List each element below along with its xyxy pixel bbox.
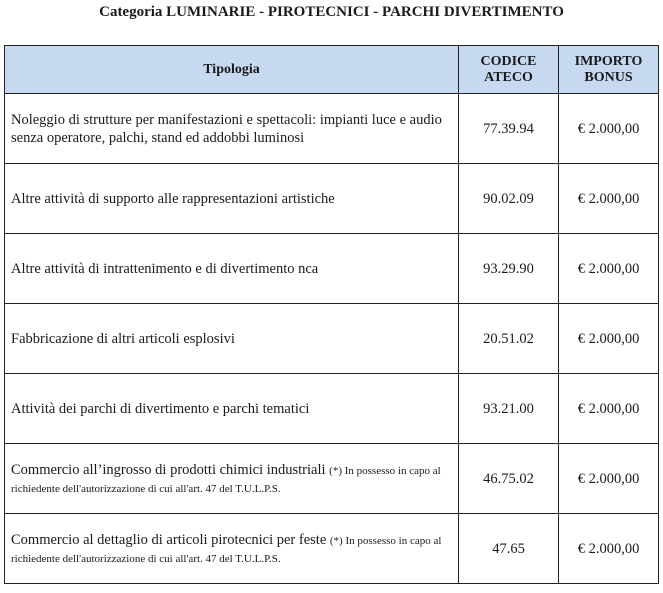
row-description bbox=[5, 444, 459, 514]
row-description bbox=[5, 164, 459, 234]
row-description-text: Commercio all’ingrosso di prodotti chimici industriali bbox=[11, 461, 326, 478]
header-importo-line1: IMPORTO bbox=[574, 53, 643, 69]
header-importo-line2: BONUS bbox=[584, 69, 633, 85]
row-bonus-amount: € 2.000,00 bbox=[559, 94, 659, 164]
row-ateco-code: 93.21.00 bbox=[459, 374, 559, 444]
table-row bbox=[5, 444, 659, 514]
table-row bbox=[5, 304, 659, 374]
row-description bbox=[5, 234, 459, 304]
row-bonus-amount: € 2.000,00 bbox=[559, 514, 659, 584]
header-importo-bonus bbox=[559, 46, 659, 94]
row-description bbox=[5, 514, 459, 584]
row-description-text: Attività dei parchi di divertimento e parchi tematici bbox=[11, 400, 310, 417]
table-header-row bbox=[5, 46, 659, 94]
row-bonus-amount: € 2.000,00 bbox=[559, 444, 659, 514]
table-row bbox=[5, 234, 659, 304]
table-row bbox=[5, 514, 659, 584]
row-bonus-amount: € 2.000,00 bbox=[559, 374, 659, 444]
table-row bbox=[5, 374, 659, 444]
table-row bbox=[5, 94, 659, 164]
row-footnote: (*) In possesso in capo al richiedente dell'autorizzazione di cui all'art. 47 del T.U.L.P.S. bbox=[11, 534, 442, 565]
row-bonus-amount: € 2.000,00 bbox=[559, 164, 659, 234]
row-description-text: Commercio al dettaglio di articoli pirotecnici per feste bbox=[11, 531, 327, 548]
row-description bbox=[5, 374, 459, 444]
row-description-text: Fabbricazione di altri articoli esplosivi bbox=[11, 330, 235, 347]
row-ateco-code: 46.75.02 bbox=[459, 444, 559, 514]
header-codice-line2: ATECO bbox=[484, 69, 533, 85]
row-description bbox=[5, 304, 459, 374]
page-title: Categoria LUMINARIE - PIROTECNICI - PARCHI DIVERTIMENTO bbox=[99, 4, 564, 20]
row-description-text: Altre attività di intrattenimento e di divertimento nca bbox=[11, 260, 319, 277]
row-ateco-code: 77.39.94 bbox=[459, 94, 559, 164]
header-tipologia: Tipologia bbox=[5, 46, 459, 94]
row-ateco-code: 47.65 bbox=[459, 514, 559, 584]
row-description-text: Altre attività di supporto alle rappresentazioni artistiche bbox=[11, 190, 335, 207]
table-row bbox=[5, 164, 659, 234]
row-ateco-code: 93.29.90 bbox=[459, 234, 559, 304]
header-codice-ateco bbox=[459, 46, 559, 94]
row-ateco-code: 20.51.02 bbox=[459, 304, 559, 374]
row-bonus-amount: € 2.000,00 bbox=[559, 234, 659, 304]
row-bonus-amount: € 2.000,00 bbox=[559, 304, 659, 374]
bonus-table bbox=[4, 45, 659, 584]
row-ateco-code: 90.02.09 bbox=[459, 164, 559, 234]
header-codice-line1: CODICE bbox=[480, 53, 537, 69]
row-description bbox=[5, 94, 459, 164]
row-footnote: (*) In possesso in capo al richiedente dell'autorizzazione di cui all'art. 47 del T.U.L.P.S. bbox=[11, 464, 441, 495]
row-description-text: Noleggio di strutture per manifestazioni e spettacoli: impianti luce e audio senza operatore, palchi, stand ed addobbi luminosi bbox=[11, 111, 442, 146]
